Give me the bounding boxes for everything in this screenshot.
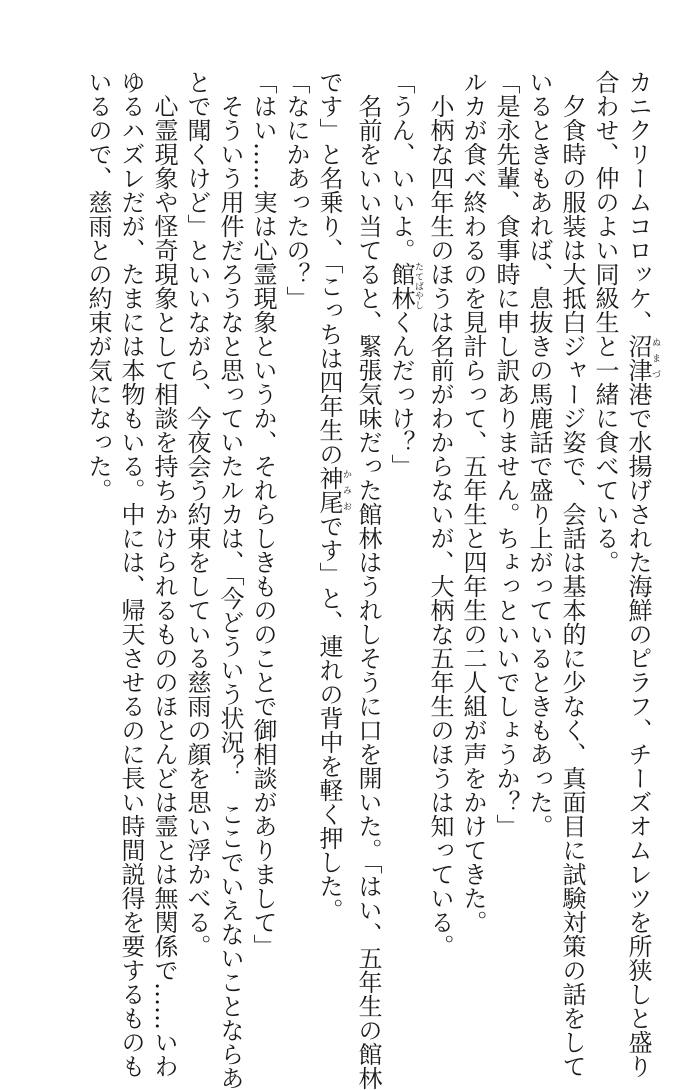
furigana-word: 沼津ぬまづ: [624, 334, 660, 382]
text-line: ルカが食べ終わるのを見計らって、五年生と四年生の二人組が声をかけてきた。: [459, 70, 487, 934]
text-line: 「なにかあったの？」: [282, 70, 310, 310]
text-line: 心霊現象や怪奇現象として相談を持ちかけられるもののほとんどは霊とは無関係で……いわ: [150, 70, 178, 1078]
text-line: 小柄な四年生のほうは名前がわからないが、大柄な五年生のほうは知っている。: [426, 70, 454, 958]
text-line: 「うん、いいよ。館林たてばやしくんだっけ？」: [387, 70, 423, 478]
furigana-reading: かみお: [341, 466, 351, 514]
text-line: 夕食時の服装は大抵白ジャージ姿で、会話は基本的に少なく、真面目に試験対策の話をして: [558, 70, 586, 1078]
furigana-reading: ぬまづ: [650, 334, 660, 382]
text-line: とで聞くけど」といいながら、今夜会う約束をしている慈雨の顔を思い浮かべる。: [183, 70, 211, 958]
text-line: カニクリームコロッケ、沼津ぬまづ港で水揚げされた海鮮のピラフ、チーズオムレツを所狭しと盛り: [624, 70, 660, 1078]
text-line: です」と名乗り、「こっちは四年生の神尾かみおです」と、連れの背中を軽く押した。: [315, 70, 351, 922]
text-line: ゆるハズレだが、たまには本物もいる。中には、帰天させるのに長い時間説得を要するものも: [117, 70, 145, 1078]
text-line: 名前をいい当てると、緊張気味だった館林はうれしそうに口を開いた。「はい、五年生の館林: [354, 70, 382, 1090]
furigana-word: 神尾かみお: [315, 466, 351, 514]
text-line: いるときもあれば、息抜きの馬鹿話で盛り上がっているときもあった。: [525, 70, 553, 838]
furigana-word: 館林たてばやし: [387, 262, 423, 310]
furigana-reading: たてばやし: [413, 262, 423, 310]
text-line: そういう用件だろうなと思っていたルカは、「今どういう状況？ ここでいえないことならあ: [216, 70, 244, 1090]
text-line: いるので、慈雨との約束が気になった。: [84, 70, 112, 502]
text-line: 「はい……実は心霊現象というか、それらしきもののことで御相談がありまして」: [249, 70, 277, 958]
text-line: 合わせ、仲のよい同級生と一緒に食べている。: [591, 70, 619, 574]
vertical-text-body: [81, 70, 660, 1090]
text-line: 「是永先輩、食事時に申し訳ありません。ちょっといいでしょうか？」: [492, 70, 520, 838]
